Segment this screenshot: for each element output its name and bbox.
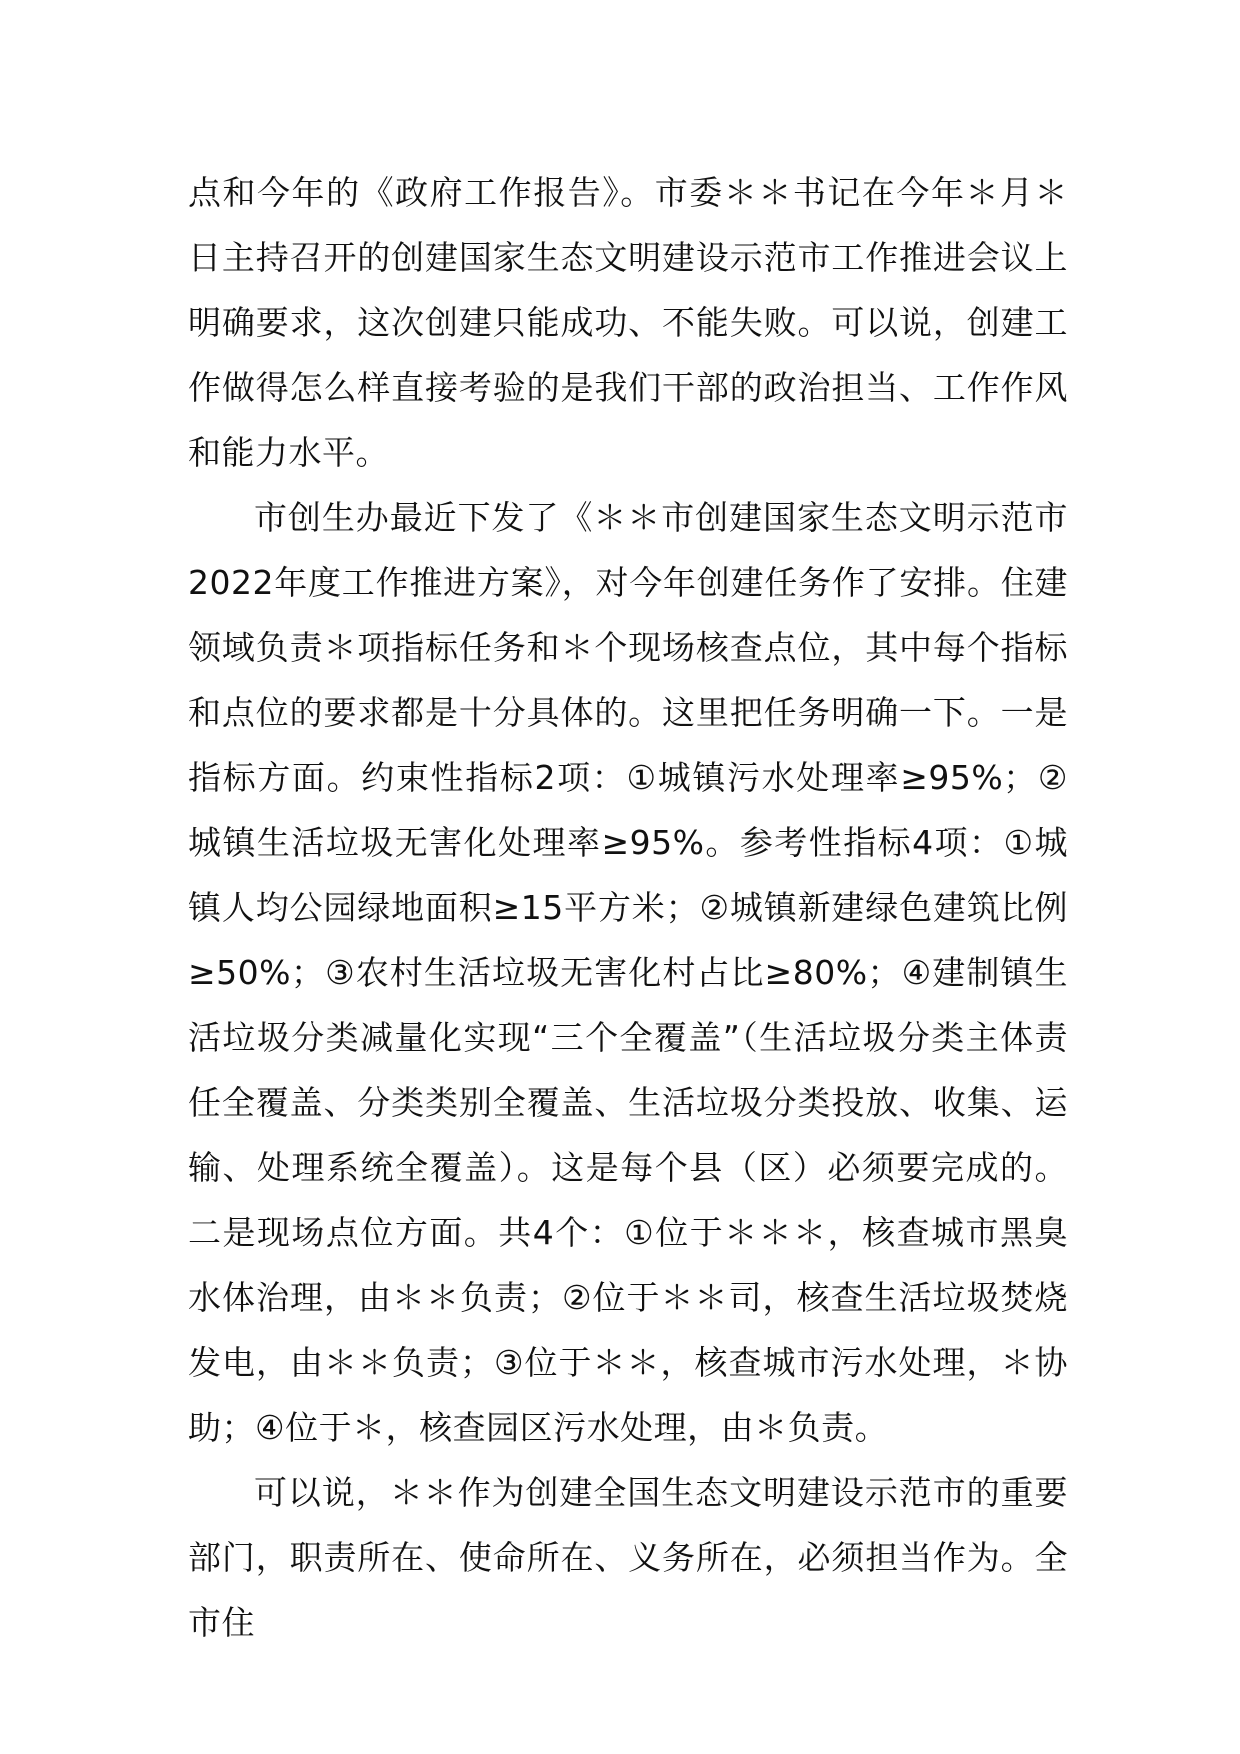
paragraph-1: 点和今年的《政府工作报告》。市委＊＊书记在今年＊月＊日主持召开的创建国家生态文明建设示范市工作推进会议上明确要求，这次创建只能成功、不能失败。可以说，创建工作做得怎么样直接考验的是我们干部的政治担当、工作作风和能力水平。 <box>188 173 1068 472</box>
paragraph-3: 可以说，＊＊作为创建全国生态文明建设示范市的重要部门，职责所在、使命所在、义务所在，必须担当作为。全市住 <box>188 1473 1068 1642</box>
document-page <box>188 160 1068 1655</box>
paragraph-2: 市创生办最近下发了《＊＊市创建国家生态文明示范市2022年度工作推进方案》，对今年创建任务作了安排。住建领域负责＊项指标任务和＊个现场核查点位，其中每个指标和点位的要求都是十分具体的。这里把任务明确一下。一是指标方面。约束性指标2项：①城镇污水处理率≥95%；②城镇生活垃圾无害化处理率≥95%。参考性指标4项：①城镇人均公园绿地面积≥15平方米；②城镇新建绿色建筑比例≥50%；③农村生活垃圾无害化村占比≥80%；④建制镇生活垃圾分类减量化实现“三个全覆盖”（生活垃圾分类主体责任全覆盖、分类类别全覆盖、生活垃圾分类投放、收集、运输、处理系统全覆盖）。这是每个县（区）必须要完成的。二是现场点位方面。共4个：①位于＊＊＊，核查城市黑臭水体治理，由＊＊负责；②位于＊＊司，核查生活垃圾焚烧发电，由＊＊负责；③位于＊＊，核查城市污水处理，＊协助；④位于＊，核查园区污水处理，由＊负责。 <box>188 498 1068 1447</box>
